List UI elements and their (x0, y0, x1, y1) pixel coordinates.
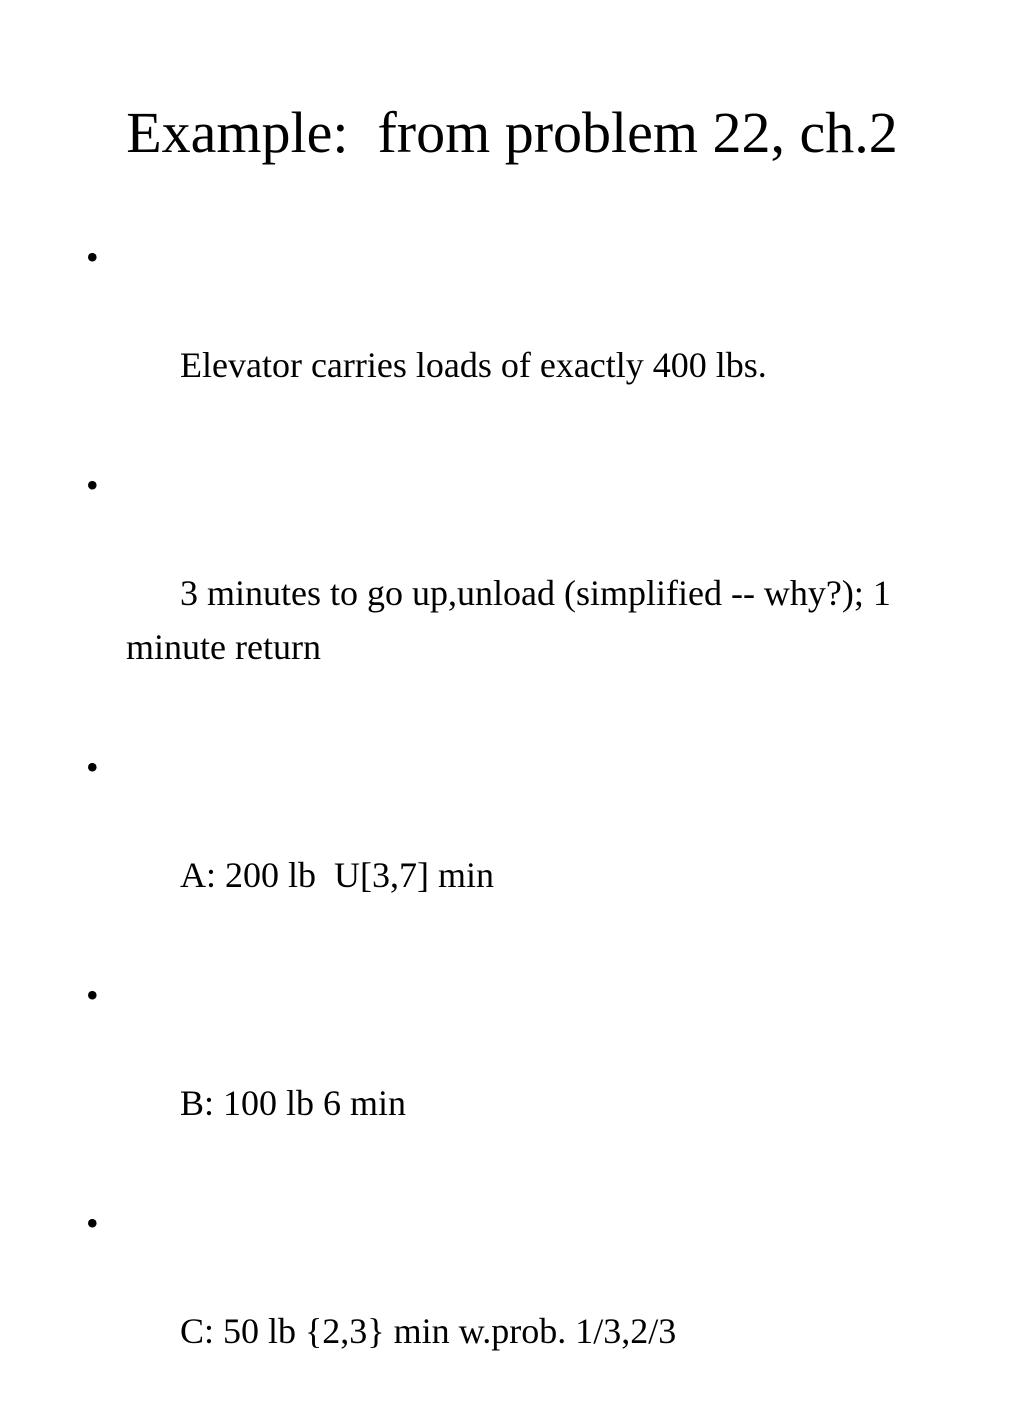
bullet-text: B: 100 lb 6 min (180, 1083, 407, 1123)
bullet-text: Elevator carries loads of exactly 400 lbs. (180, 345, 767, 385)
slide-title: Example: from problem 22, ch.2 (126, 100, 898, 165)
bullet-item (84, 230, 904, 446)
bullet-item (84, 458, 904, 728)
bullet-item (84, 968, 904, 1184)
bullet-text: A: 200 lb U[3,7] min (180, 855, 494, 895)
bullet-dot-icon: • (86, 465, 99, 505)
bullet-dot-icon: • (86, 975, 99, 1015)
bullet-dot-icon: • (86, 747, 99, 787)
bullet-list (84, 230, 904, 1424)
bullet-dot-icon: • (86, 1203, 99, 1243)
bullet-text: C: 50 lb {2,3} min w.prob. 1/3,2/3 (180, 1311, 677, 1351)
bullet-item (84, 740, 904, 956)
bullet-item (84, 1196, 904, 1412)
bullet-dot-icon: • (86, 237, 99, 277)
bullet-text: 3 minutes to go up,unload (simplified -- why?); 1 minute return (126, 573, 900, 667)
